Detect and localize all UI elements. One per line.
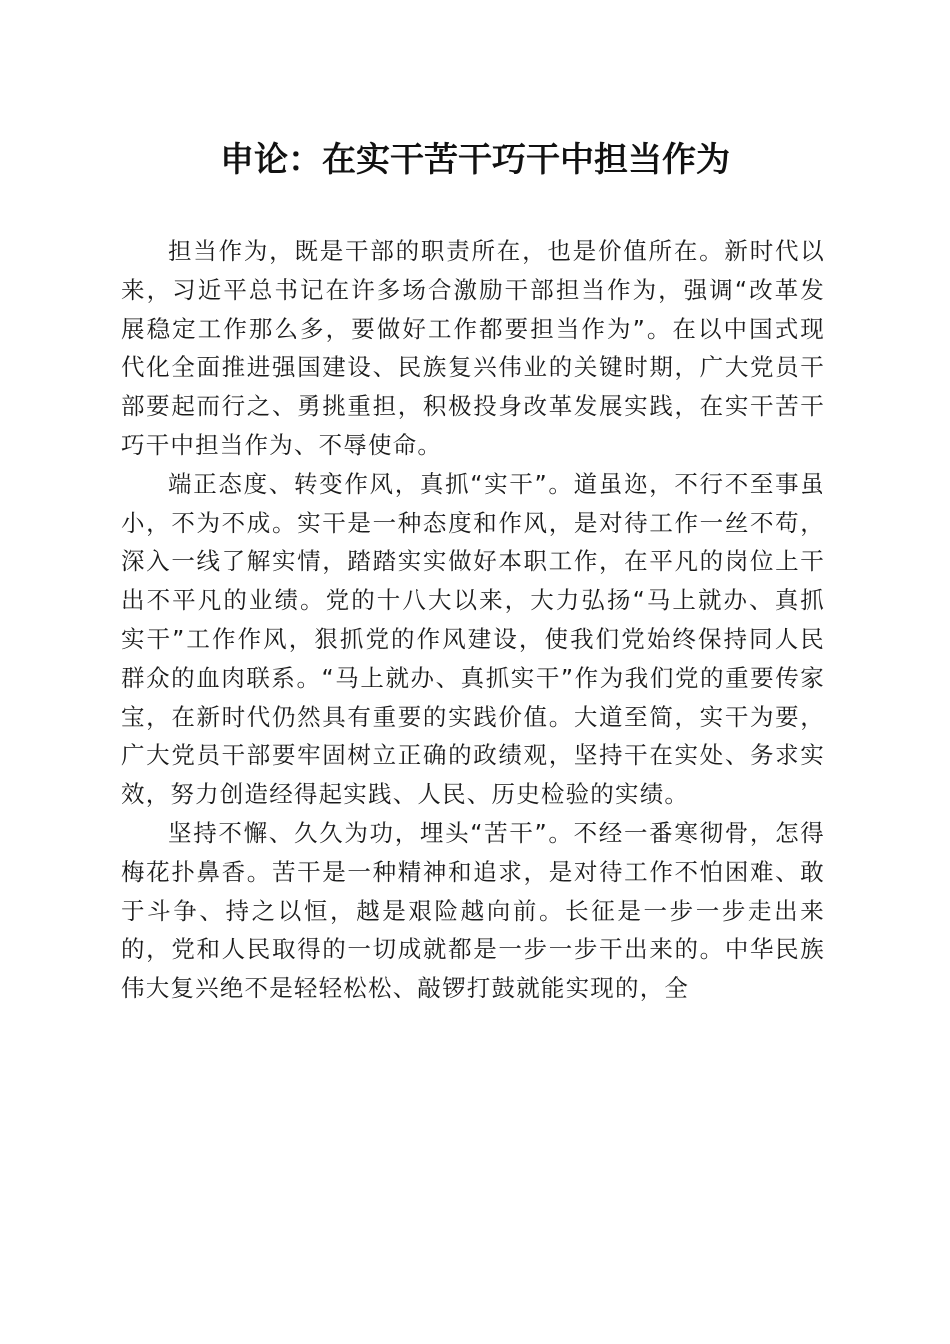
paragraph-kugan: 坚持不懈、久久为功，埋头“苦干”。不经一番寒彻骨，怎得梅花扑鼻香。苦干是一种精神和追求，是对待工作不怕困难、敢于斗争、持之以恒，越是艰险越向前。长征是一步一步走出来的，党和人民取得的一切成就都是一步一步干出来的。中华民族伟大复兴绝不是轻轻松松、敲锣打鼓就能实现的，全: [121, 818, 825, 1003]
paragraph-shigan: 端正态度、转变作风，真抓“实干”。道虽迩，不行不至事虽小，不为不成。实干是一种态度和作风，是对待工作一丝不苟，深入一线了解实情，踏踏实实做好本职工作，在平凡的岗位上干出不平凡的业绩。党的十八大以来，大力弘扬“马上就办、真抓实干”工作作风，狠抓党的作风建设，使我们党始终保持同人民群众的血肉联系。“马上就办、真抓实干”作为我们党的重要传家宝，在新时代仍然具有重要的实践价值。大道至简，实干为要，广大党员干部要牢固树立正确的政绩观，坚持干在实处、务求实效，努力创造经得起实践、人民、历史检验的实绩。: [121, 469, 825, 809]
paragraph-intro: 担当作为，既是干部的职责所在，也是价值所在。新时代以来，习近平总书记在许多场合激励干部担当作为，强调“改革发展稳定工作那么多，要做好工作都要担当作为”。在以中国式现代化全面推进强国建设、民族复兴伟业的关键时期，广大党员干部要起而行之、勇挑重担，积极投身改革发展实践，在实干苦干巧干中担当作为、不辱使命。: [121, 237, 825, 459]
document-title: 申论：在实干苦干巧干中担当作为: [220, 140, 730, 180]
document-body: [121, 232, 825, 1008]
